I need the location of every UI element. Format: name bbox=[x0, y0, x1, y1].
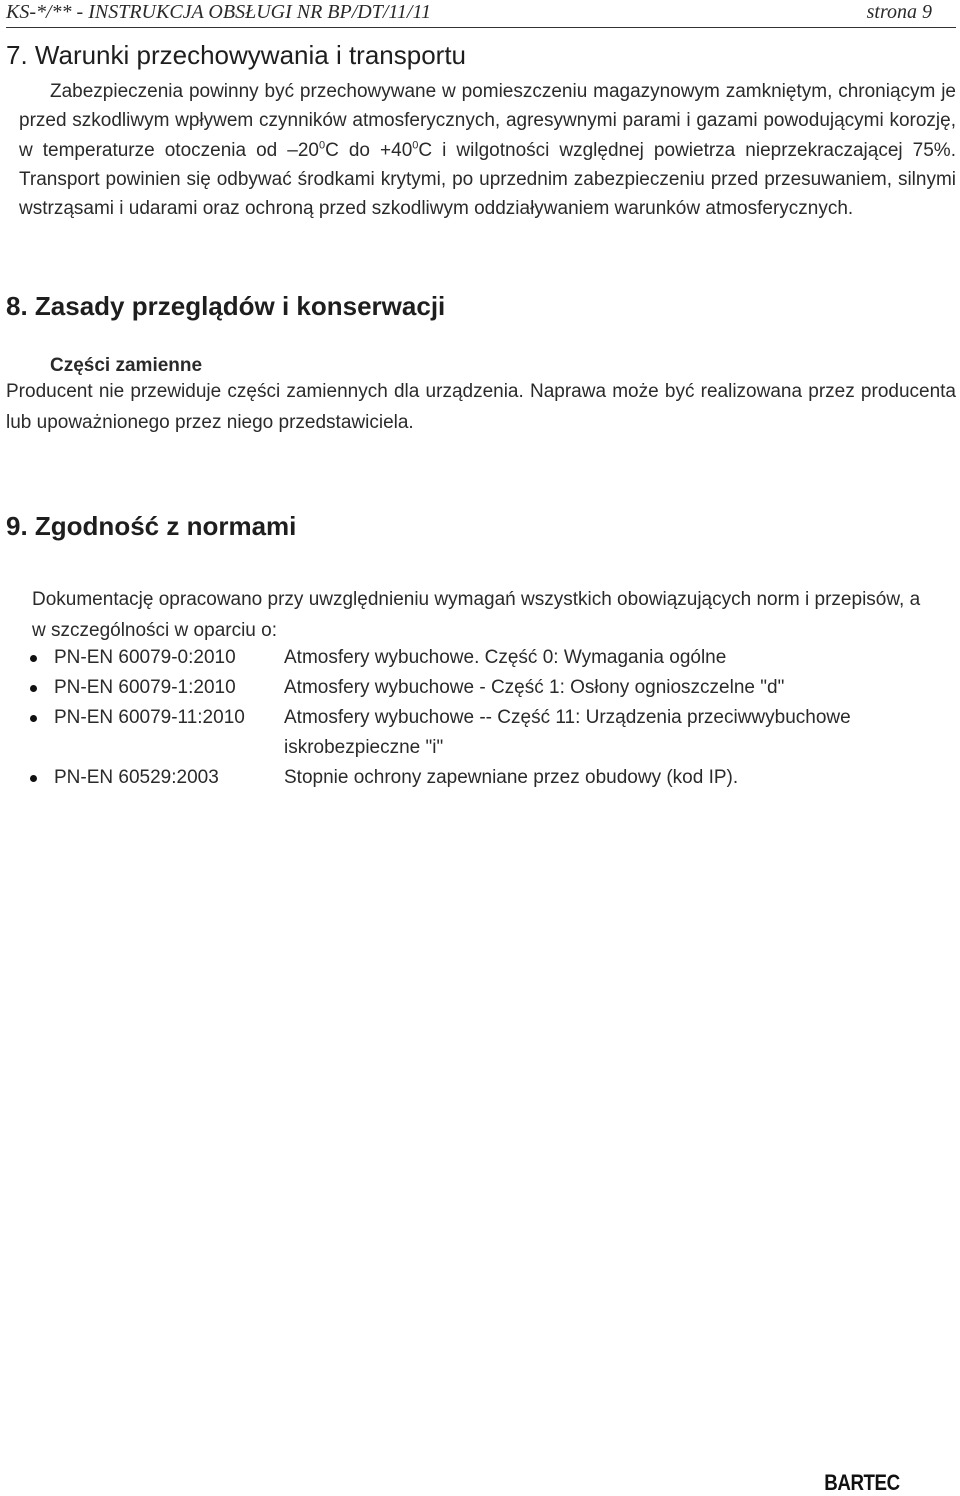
section-7-text-b: C do +40 bbox=[325, 139, 413, 161]
section-9-title: 9. Zgodność z normami bbox=[6, 511, 297, 541]
bullet-icon bbox=[30, 655, 37, 662]
document-id: KS-*/** - INSTRUKCJA OBSŁUGI NR BP/DT/11/11 bbox=[6, 1, 431, 23]
page-header bbox=[6, 0, 956, 28]
standard-code: PN-EN 60079-0:2010 bbox=[54, 647, 236, 668]
section-7-text-c: C i wilgotności względnej powietrza nieprzekraczającej 75%. Transport powinien się odbywać środkami krytymi, po uprzednim zabezpieczeniu przed przesuwaniem, silnymi wstrząsami i udarami oraz ochroną przed szkodliwym oddziaływaniem warunków atmosferycznych. bbox=[19, 139, 956, 220]
degree-sup-1: 0 bbox=[318, 139, 326, 152]
standard-code: PN-EN 60079-1:2010 bbox=[54, 677, 236, 698]
standard-description: Stopnie ochrony zapewniane przez obudowy (kod IP). bbox=[284, 767, 739, 788]
standard-description: Atmosfery wybuchowe -- Część 11: Urządzenia przeciwwybuchowe bbox=[284, 707, 851, 728]
bullet-icon bbox=[30, 775, 37, 782]
section-7-paragraph bbox=[19, 77, 956, 223]
section-7-title: 7. Warunki przechowywania i transportu bbox=[6, 40, 467, 70]
section-9-paragraph: Dokumentację opracowano przy uwzględnieniu wymagań wszystkich obowiązujących norm i przepisów, a w szczególności w oparciu o: bbox=[32, 589, 921, 641]
section-8-subtitle: Części zamienne bbox=[50, 355, 203, 376]
bullet-icon bbox=[30, 715, 37, 722]
standard-description: Atmosfery wybuchowe. Część 0: Wymagania ogólne bbox=[284, 647, 727, 668]
section-8-paragraph: Producent nie przewiduje części zamiennych dla urządzenia. Naprawa może być realizowana przez producenta lub upoważnionego przez niego przedstawiciela. bbox=[6, 381, 956, 433]
section-8-title: 8. Zasady przeglądów i konserwacji bbox=[6, 291, 446, 321]
standard-code: PN-EN 60079-11:2010 bbox=[54, 707, 245, 728]
standard-description-continued: iskrobezpieczne "i" bbox=[284, 737, 444, 758]
standard-code: PN-EN 60529:2003 bbox=[54, 767, 219, 788]
standard-description: Atmosfery wybuchowe - Część 1: Osłony ognioszczelne "d" bbox=[284, 677, 785, 698]
section-7-text-a: Zabezpieczenia powinny być przechowywane w pomieszczeniu magazynowym zamkniętym, chroniącym je przed szkodliwym wpływem czynników atmosferycznych, agresywnymi parami i gazami powodującymi korozję, w temperaturze otoczenia od –20 bbox=[19, 81, 956, 161]
bartec-logo: BARTEC bbox=[824, 1470, 900, 1495]
degree-sup-2: 0 bbox=[412, 139, 419, 152]
page-number: strona 9 bbox=[866, 1, 932, 23]
bullet-icon bbox=[30, 685, 37, 692]
